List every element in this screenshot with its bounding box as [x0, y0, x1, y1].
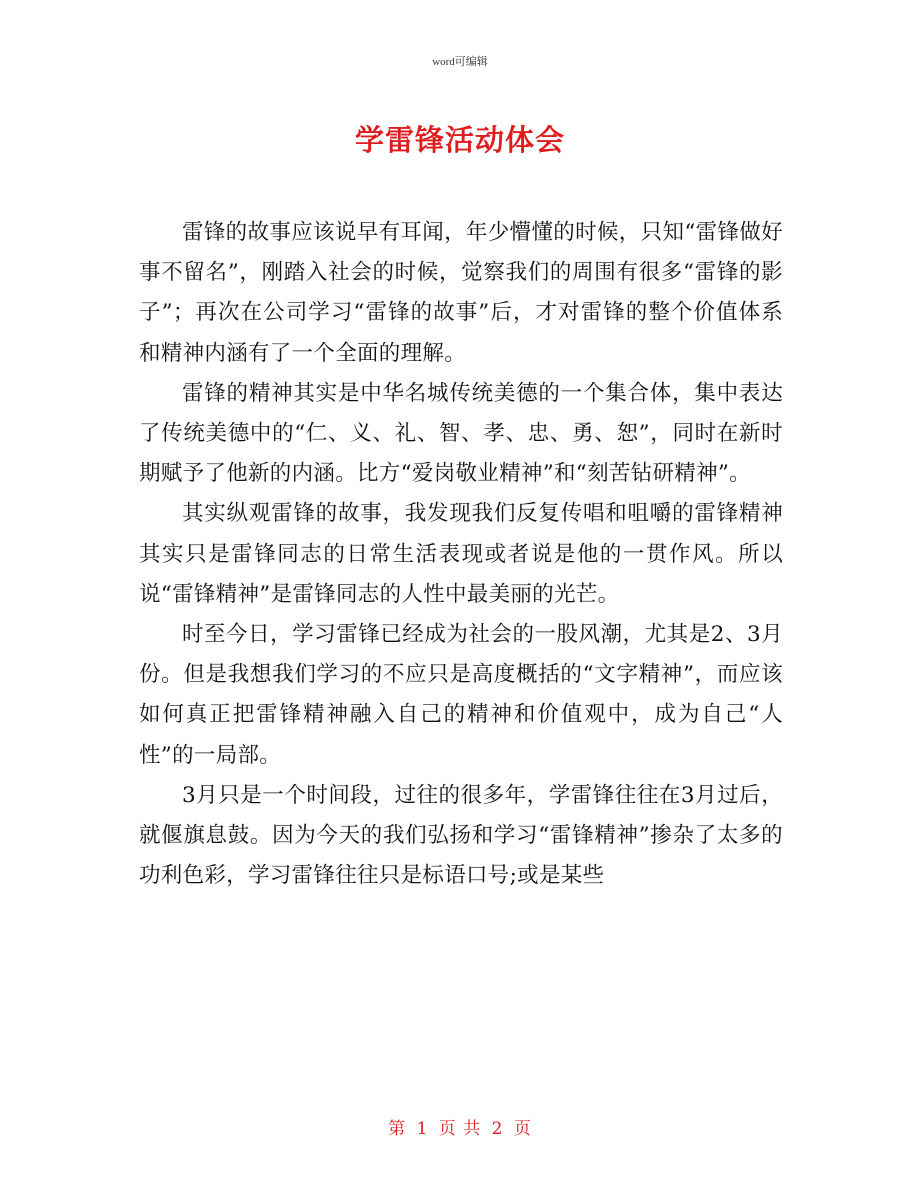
footer-page-number: 1 [416, 1119, 429, 1139]
paragraph-5: 3月只是一个时间段，过往的很多年，学雷锋往往在3月过后，就偃旗息鼓。因为今天的我们弘扬和学习“雷锋精神”掺杂了太多的功利色彩，学习雷锋往往只是标语口号;或是某些 [139, 782, 783, 889]
header-note: word可编辑 [432, 56, 488, 68]
paragraph-4: 时至今日，学习雷锋已经成为社会的一股风潮，尤其是2、3月份。但是我想我们学习的不应只是高度概括的“文字精神”，而应该如何真正把雷锋精神融入自己的精神和价值观中，成为自己“人性”的一局部。 [139, 622, 783, 768]
footer-prefix: 第 [388, 1119, 407, 1139]
document-body [139, 213, 783, 896]
footer-suffix: 页 [513, 1119, 532, 1139]
footer-middle: 页 共 [438, 1119, 482, 1139]
document-title: 学雷锋活动体会 [354, 123, 565, 157]
paragraph-1: 雷锋的故事应该说早有耳闻，年少懵懂的时候，只知“雷锋做好事不留名”，刚踏入社会的时候，觉察我们的周围有很多“雷锋的影子”；再次在公司学习“雷锋的故事”后，才对雷锋的整个价值体系和精神内涵有了一个全面的理解。 [139, 220, 783, 366]
paragraph-3: 其实纵观雷锋的故事，我发现我们反复传唱和咀嚼的雷锋精神其实只是雷锋同志的日常生活表现或者说是他的一贯作风。所以说“雷锋精神”是雷锋同志的人性中最美丽的光芒。 [139, 501, 783, 607]
paragraph-2: 雷锋的精神其实是中华名城传统美德的一个集合体，集中表达了传统美德中的“仁、义、礼、智、孝、忠、勇、恕”，同时在新时期赋予了他新的内涵。比方“爱岗敬业精神”和“刻苦钻研精神”。 [139, 380, 783, 487]
page-footer [0, 1114, 920, 1139]
footer-total-pages: 2 [491, 1119, 504, 1139]
